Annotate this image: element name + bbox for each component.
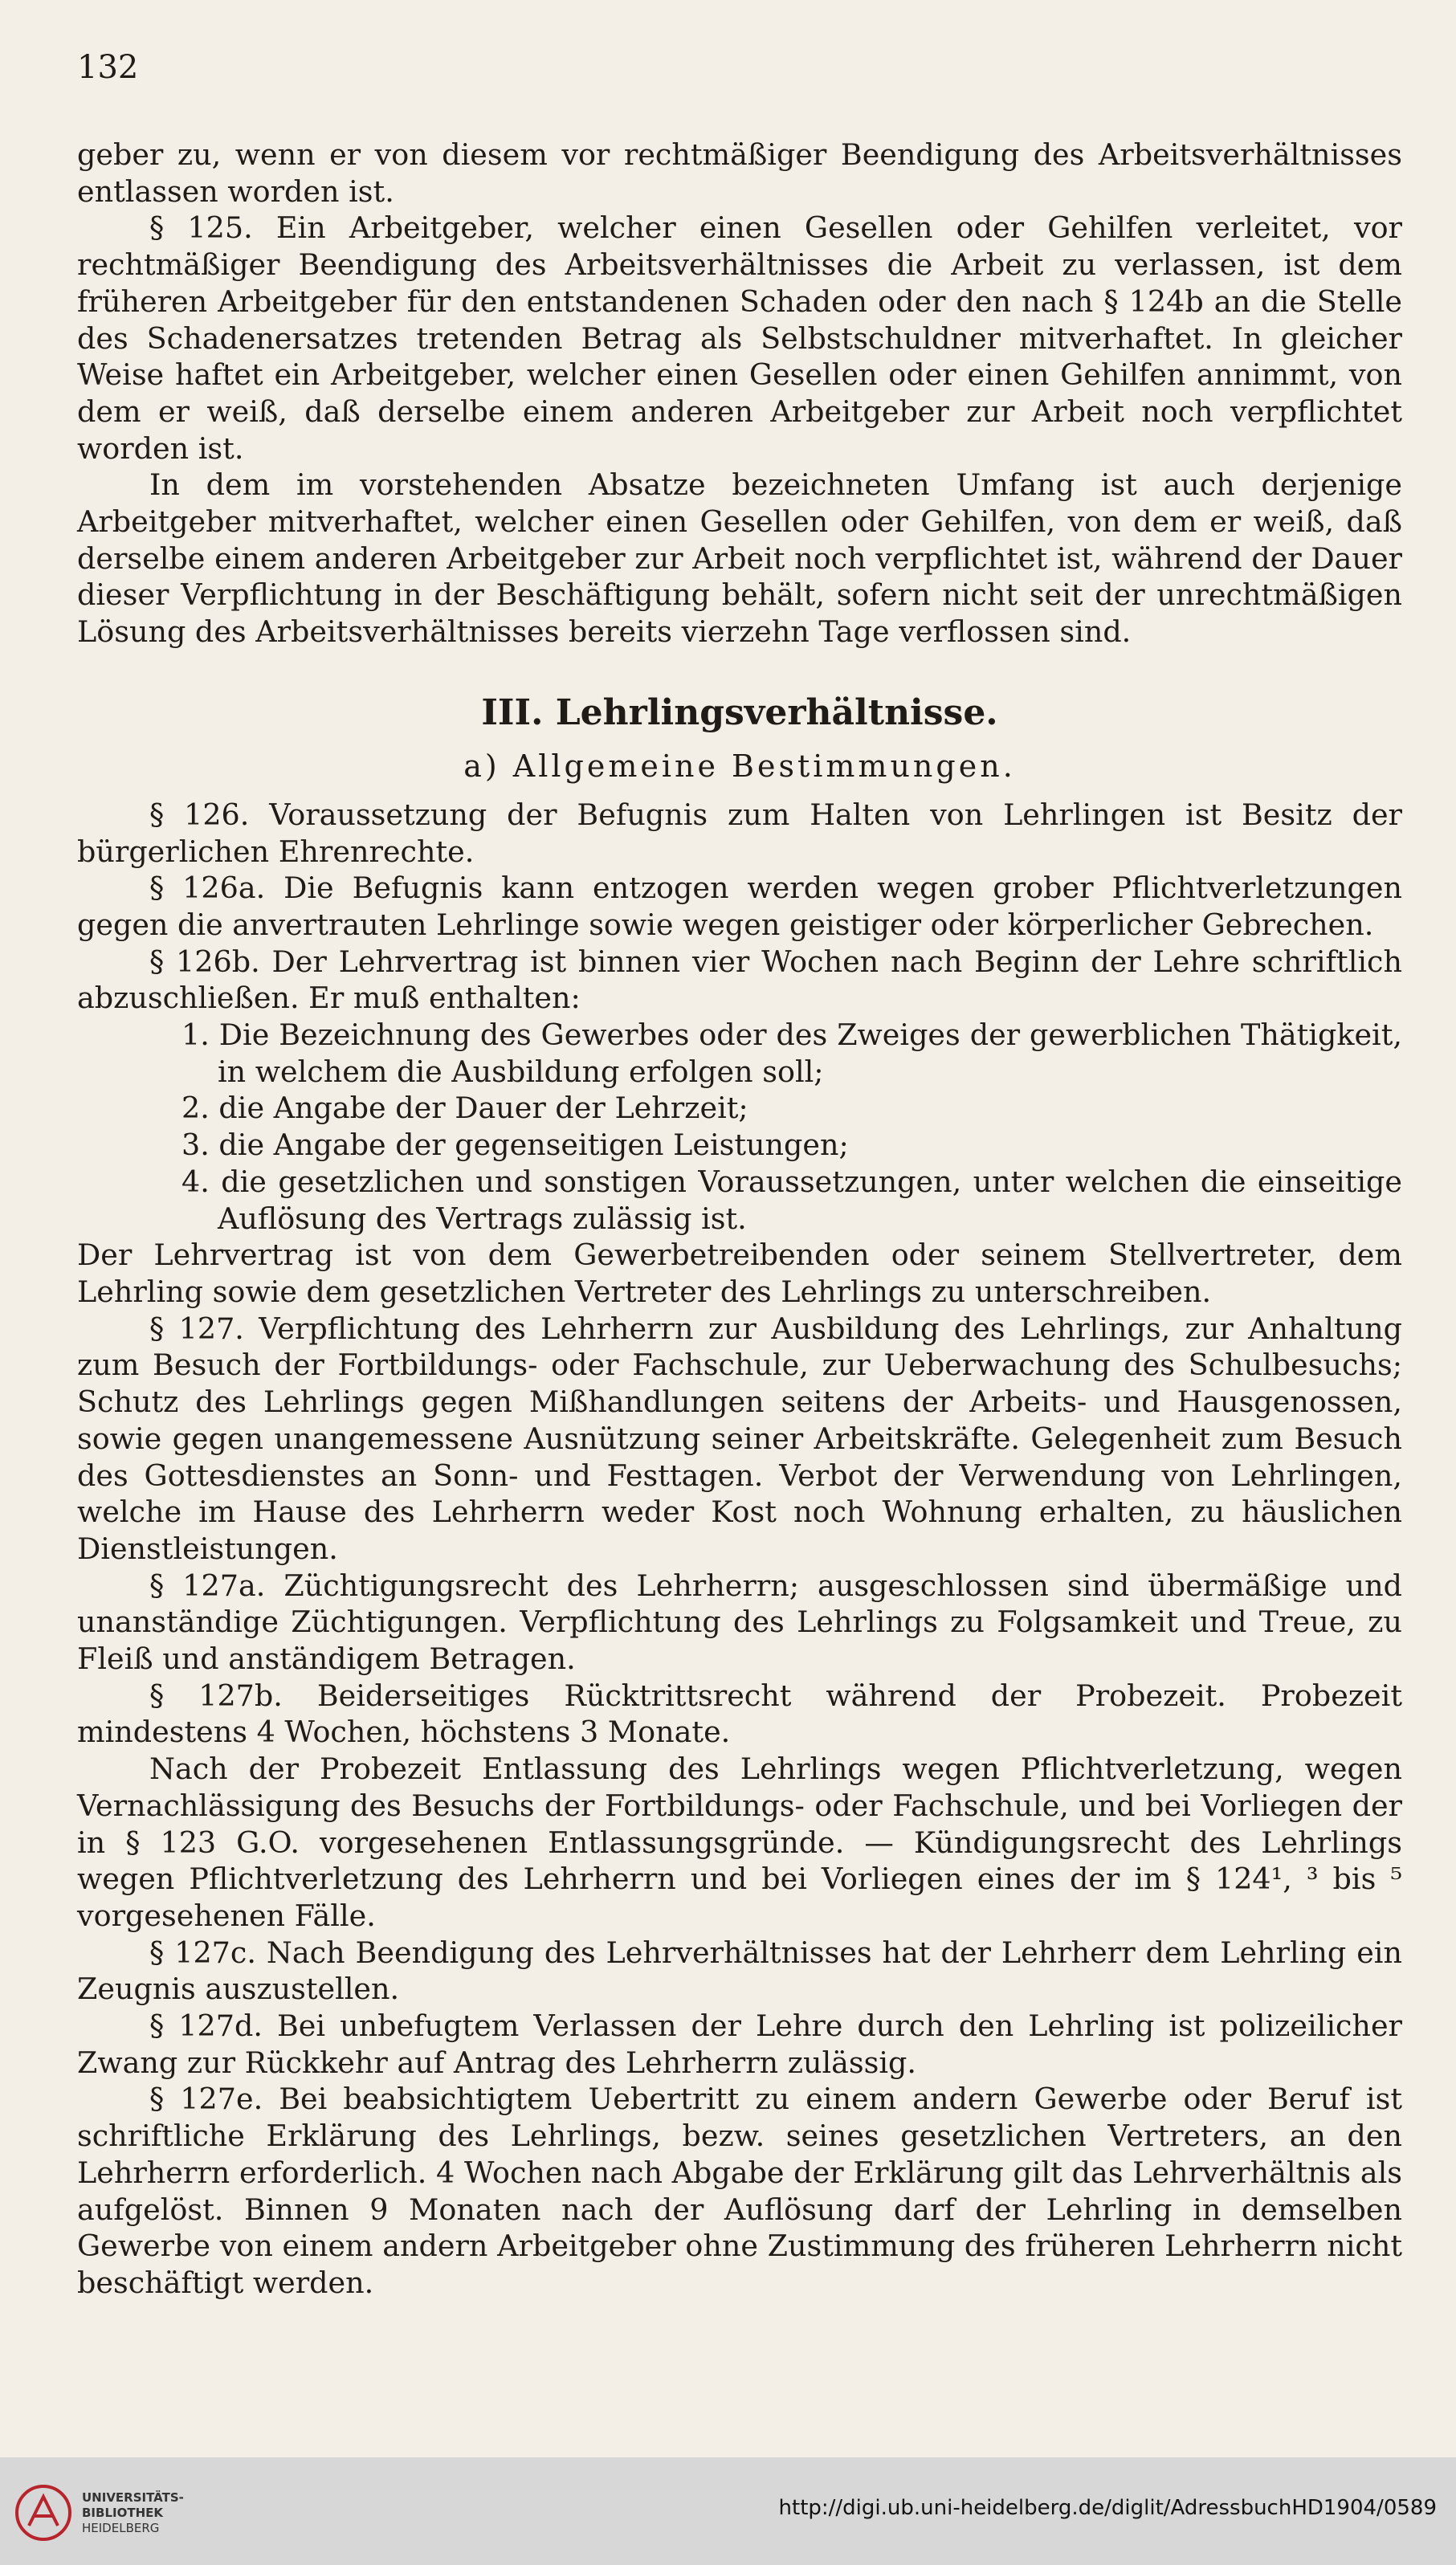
paragraph-127e: § 127e. Bei beabsichtigtem Uebertritt zu einem andern Gewerbe oder Beruf ist schriftliche Erklärung des Lehrlings, bezw. seines gesetzlichen Vertreters, an den Lehrherrn erforderlich. 4 Wochen nach Abgabe der Erklärung gilt das Lehrverhältnis als aufgelöst. Binnen 9 Monaten nach der Auflösung darf der Lehrling in demselben Gewerbe von einem andern Arbeitgeber ohne Zustimmung des früheren Lehrherrn nicht beschäftigt werden.: [77, 2082, 1402, 2300]
paragraph-125-continued: In dem im vorstehenden Absatze bezeichneten Umfang ist auch derjenige Arbeitgeber mitverhaftet, welcher einen Gesellen oder Gehilfen, von dem er weiß, daß derselbe einem anderen Arbeitgeber zur Arbeit noch verpflichtet ist, während der Dauer dieser Verpflichtung in der Beschäftigung behält, sofern nicht seit der unrechtmäßigen Lösung des Arbeitsverhältnisses bereits vierzehn Tage verflossen sind.: [77, 467, 1402, 650]
logo-line: UNIVERSITÄTS-: [82, 2490, 184, 2505]
paragraph-127b: § 127b. Beiderseitiges Rücktrittsrecht während der Probezeit. Probezeit mindestens 4 Wochen, höchstens 3 Monate.: [77, 1678, 1402, 1750]
paragraph-125: § 125. Ein Arbeitgeber, welcher einen Gesellen oder Gehilfen verleitet, vor rechtmäßiger Beendigung des Arbeitsverhältnisses die Arbeit zu verlassen, ist dem früheren Arbeitgeber für den entstandenen Schaden oder den nach § 124b an die Stelle des Schadenersatzes tretenden Betrag als Selbstschuldner mitverhaftet. In gleicher Weise haftet ein Arbeitgeber, welcher einen Gesellen oder einen Gehilfen annimmt, von dem er weiß, daß derselbe einem anderen Arbeitgeber zur Arbeit noch verpflichtet worden ist.: [77, 210, 1402, 466]
footer-bar: [0, 2457, 1456, 2565]
requirements-list: [77, 1017, 1402, 1237]
paragraph-127d: § 127d. Bei unbefugtem Verlassen der Lehre durch den Lehrling ist polizeilicher Zwang zur Rückkehr auf Antrag des Lehrherrn zulässig.: [77, 2008, 1402, 2080]
logo-line: BIBLIOTHEK: [82, 2505, 163, 2520]
paragraph-126: § 126. Voraussetzung der Befugnis zum Halten von Lehrlingen ist Besitz der bürgerlichen Ehrenrechte.: [77, 797, 1402, 869]
paragraph-continuation: geber zu, wenn er von diesem vor rechtmäßiger Beendigung des Arbeitsverhältnisses entlassen worden ist.: [77, 137, 1402, 209]
list-item: 1. Die Bezeichnung des Gewerbes oder des Zweiges der gewerblichen Thätigkeit, in welchem die Ausbildung erfolgen soll;: [181, 1017, 1402, 1089]
paragraph-127b-continued: Nach der Probezeit Entlassung des Lehrlings wegen Pflichtverletzung, wegen Vernachlässigung des Besuchs der Fortbildungs- oder Fachschule, und bei Vorliegen der in § 123 G.O. vorgesehenen Entlassungsgründe. — Kündigungsrecht des Lehrlings wegen Pflichtverletzung des Lehrherrn und bei Vorliegen eines der im § 124¹, ³ bis ⁵ vorgesehenen Fälle.: [77, 1751, 1402, 1933]
source-url[interactable]: http://digi.ub.uni-heidelberg.de/diglit/AdressbuchHD1904/0589: [778, 2496, 1437, 2520]
library-logo: [14, 2478, 207, 2547]
page-body: [77, 137, 1402, 2302]
page-number: 132: [77, 49, 139, 86]
list-item: 4. die gesetzlichen und sonstigen Voraussetzungen, unter welchen die einseitige Auflösung des Vertrags zulässig ist.: [181, 1164, 1402, 1236]
list-item: 2. die Angabe der Dauer der Lehrzeit;: [181, 1091, 748, 1126]
subsection-heading: a) Allgemeine Bestimmungen.: [463, 748, 1016, 784]
logo-line: HEIDELBERG: [82, 2520, 160, 2535]
seal-icon: [14, 2484, 72, 2542]
section-heading: III. Lehrlingsverhältnisse.: [481, 691, 998, 733]
paragraph-126b: § 126b. Der Lehrvertrag ist binnen vier Wochen nach Beginn der Lehre schriftlich abzuschließen. Er muß enthalten:: [77, 944, 1402, 1016]
paragraph-127: § 127. Verpflichtung des Lehrherrn zur Ausbildung des Lehrlings, zur Anhaltung zum Besuch der Fortbildungs- oder Fachschule, zur Ueberwachung des Schulbesuchs; Schutz des Lehrlings gegen Mißhandlungen seitens der Arbeits- und Hausgenossen, sowie gegen unangemessene Ausnützung seiner Arbeitskräfte. Gelegenheit zum Besuch des Gottesdienstes an Sonn- und Festtagen. Verbot der Verwendung von Lehrlingen, welche im Hause des Lehrherrn weder Kost noch Wohnung erhalten, zu häuslichen Dienstleistungen.: [77, 1311, 1402, 1566]
paragraph-126a: § 126a. Die Befugnis kann entzogen werden wegen grober Pflichtverletzungen gegen die anvertrauten Lehrlinge sowie wegen geistiger oder körperlicher Gebrechen.: [77, 871, 1402, 942]
paragraph-127a: § 127a. Züchtigungsrecht des Lehrherrn; ausgeschlossen sind übermäßige und unanständige Züchtigungen. Verpflichtung des Lehrlings zu Folgsamkeit und Treue, zu Fleiß und anständigem Betragen.: [77, 1568, 1402, 1677]
paragraph-127c: § 127c. Nach Beendigung des Lehrverhältnisses hat der Lehrherr dem Lehrling ein Zeugnis auszustellen.: [77, 1935, 1402, 2007]
list-item: 3. die Angabe der gegenseitigen Leistungen;: [181, 1128, 849, 1163]
paragraph-signature: Der Lehrvertrag ist von dem Gewerbetreibenden oder seinem Stellvertreter, dem Lehrling sowie dem gesetzlichen Vertreter des Lehrlings zu unterschreiben.: [77, 1238, 1402, 1309]
